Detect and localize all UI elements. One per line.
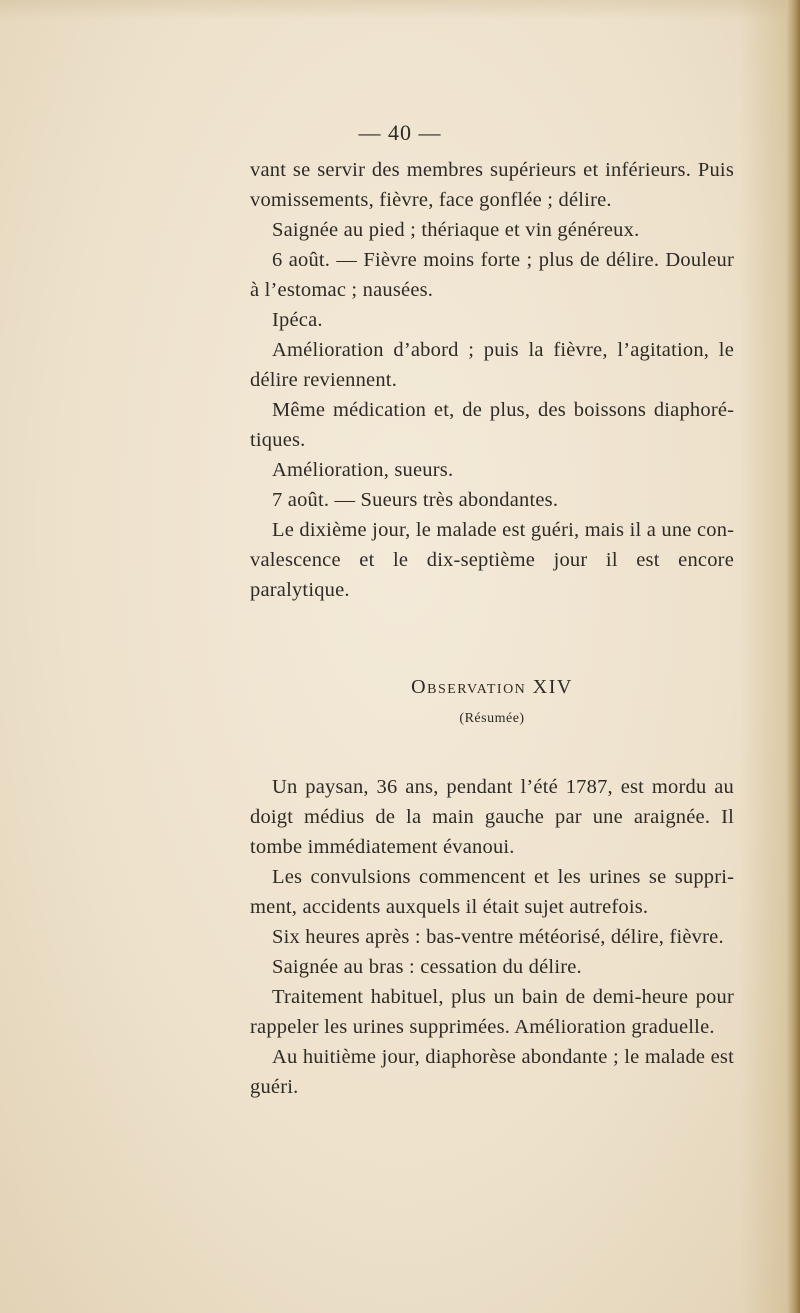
- paragraph: Même médication et, de plus, des boissons diaphorétiques.: [250, 399, 734, 451]
- paragraph: Ipéca.: [272, 309, 323, 331]
- observation-subtitle: (Résumée): [459, 711, 525, 726]
- paragraph: Saignée au pied ; thériaque et vin généreux.: [272, 219, 640, 241]
- paragraph: Un paysan, 36 ans, pendant l’été 1787, est mordu au doigt médius de la main gauche par une araignée. Il tombe immédiatement évanoui.: [250, 776, 734, 858]
- page-top-shadow: [0, 0, 800, 20]
- page-number: — 40 —: [358, 120, 442, 145]
- paragraph: Traitement habituel, plus un bain de demi-heure pour rappeler les urines supprimées. Amélioration graduelle.: [250, 986, 734, 1038]
- paragraph: Saignée au bras : cessation du délire.: [272, 956, 582, 978]
- page-edge-stain: [740, 0, 786, 1313]
- paragraph: Les convulsions commencent et les urines se suppriment, accidents auxquels il était sujet autrefois.: [250, 866, 734, 918]
- paragraph: Six heures après : bas-ventre météorisé, délire, fièvre.: [272, 926, 724, 948]
- paragraph: Amélioration, sueurs.: [272, 459, 454, 481]
- paragraph: 6 août. — Fièvre moins forte ; plus de délire. Douleur à l’estomac ; nausées.: [250, 249, 734, 301]
- observation-title: Observation XIV: [411, 676, 573, 698]
- paragraph: vant se servir des membres supérieurs et inférieurs. Puis vomissements, fièvre, face gonflée ; délire.: [250, 159, 734, 211]
- page-edge: [786, 0, 800, 1313]
- paragraph: Au huitième jour, diaphorèse abondante ; le malade est guéri.: [250, 1046, 734, 1098]
- paragraph: Le dixième jour, le malade est guéri, mais il a une convalescence et le dix-septième jour il est encore paralytique.: [250, 519, 734, 601]
- text-block-observation: [250, 772, 734, 1102]
- paragraph: Amélioration d’abord ; puis la fièvre, l’agitation, le délire reviennent.: [250, 339, 734, 391]
- observation-heading-block: [250, 676, 734, 727]
- text-block-continuation: [250, 155, 734, 605]
- paragraph: 7 août. — Sueurs très abondantes.: [272, 489, 559, 511]
